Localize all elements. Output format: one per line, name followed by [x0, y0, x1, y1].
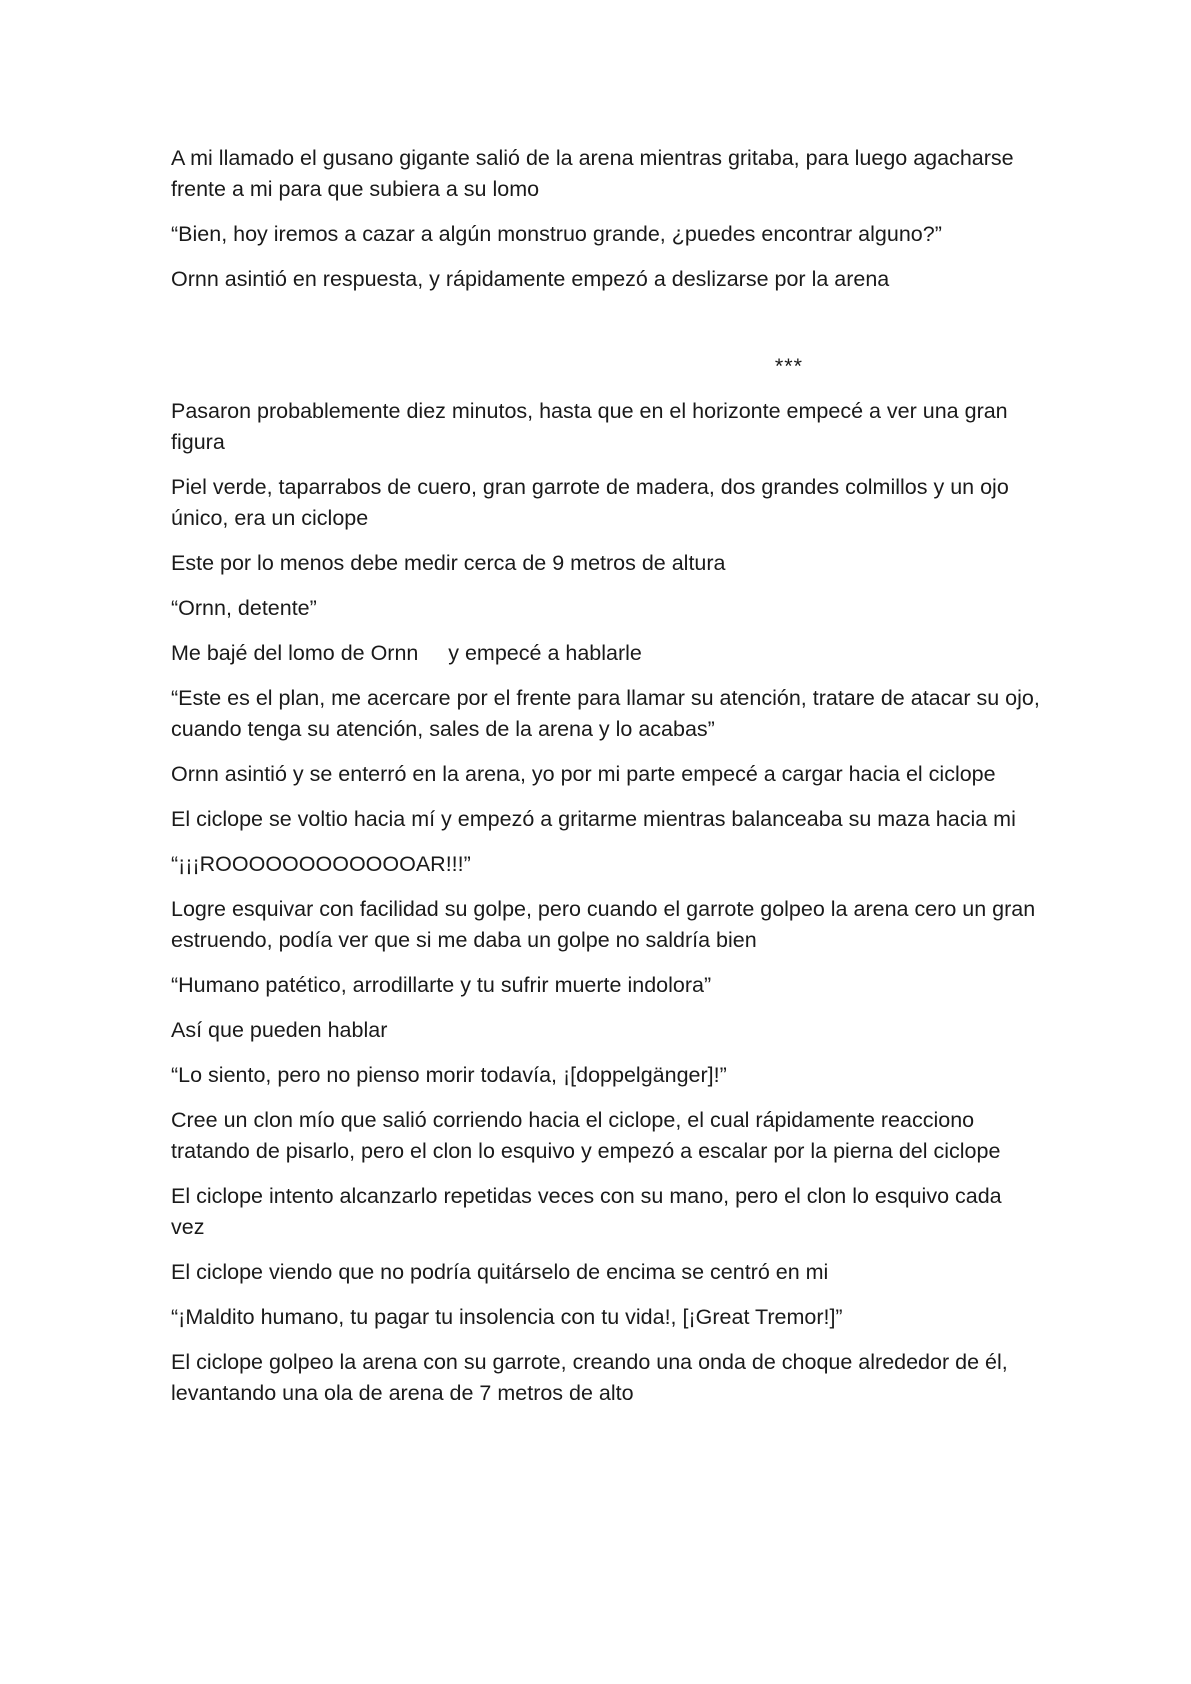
paragraph: Pasaron probablemente diez minutos, hasta que en el horizonte empecé a ver una gran figura — [171, 399, 1008, 454]
paragraph: “Humano patético, arrodillarte y tu sufrir muerte indolora” — [171, 973, 712, 997]
paragraph: “¡¡¡ROOOOOOOOOOOOAR!!!” — [171, 852, 471, 876]
paragraph: Piel verde, taparrabos de cuero, gran garrote de madera, dos grandes colmillos y un ojo único, era un ciclope — [171, 475, 1009, 530]
paragraph: El ciclope intento alcanzarlo repetidas veces con su mano, pero el clon lo esquivo cada vez — [171, 1184, 1002, 1239]
paragraph: Me bajé del lomo de Ornn y empecé a hablarle — [171, 641, 642, 665]
paragraph: A mi llamado el gusano gigante salió de la arena mientras gritaba, para luego agacharse frente a mi para que subiera a su lomo — [171, 146, 1014, 201]
document-body — [171, 143, 1041, 1423]
section-separator: *** — [774, 354, 803, 378]
paragraph: Cree un clon mío que salió corriendo hacia el ciclope, el cual rápidamente reacciono tratando de pisarlo, pero el clon lo esquivo y empezó a escalar por la pierna del ciclope — [171, 1108, 1001, 1163]
paragraph: Ornn asintió y se enterró en la arena, yo por mi parte empecé a cargar hacia el ciclope — [171, 762, 996, 786]
paragraph: Logre esquivar con facilidad su golpe, pero cuando el garrote golpeo la arena cero un gran estruendo, podía ver que si me daba un golpe no saldría bien — [171, 897, 1036, 952]
paragraph: “Bien, hoy iremos a cazar a algún monstruo grande, ¿puedes encontrar alguno?” — [171, 222, 942, 246]
paragraph: El ciclope golpeo la arena con su garrote, creando una onda de choque alrededor de él, levantando una ola de arena de 7 metros de alto — [171, 1350, 1008, 1405]
paragraph: Ornn asintió en respuesta, y rápidamente empezó a deslizarse por la arena — [171, 267, 890, 291]
paragraph: “¡Maldito humano, tu pagar tu insolencia con tu vida!, [¡Great Tremor!]” — [171, 1305, 843, 1329]
paragraph: “Ornn, detente” — [171, 596, 317, 620]
paragraph: El ciclope viendo que no podría quitárselo de encima se centró en mi — [171, 1260, 829, 1284]
paragraph: “Este es el plan, me acercare por el frente para llamar su atención, tratare de atacar su ojo, cuando tenga su atención, sales de la arena y lo acabas” — [171, 686, 1040, 741]
paragraph: Este por lo menos debe medir cerca de 9 metros de altura — [171, 551, 726, 575]
paragraph: Así que pueden hablar — [171, 1018, 388, 1042]
paragraph: El ciclope se voltio hacia mí y empezó a gritarme mientras balanceaba su maza hacia mi — [171, 807, 1016, 831]
paragraph: “Lo siento, pero no pienso morir todavía, ¡[doppelgänger]!” — [171, 1063, 727, 1087]
